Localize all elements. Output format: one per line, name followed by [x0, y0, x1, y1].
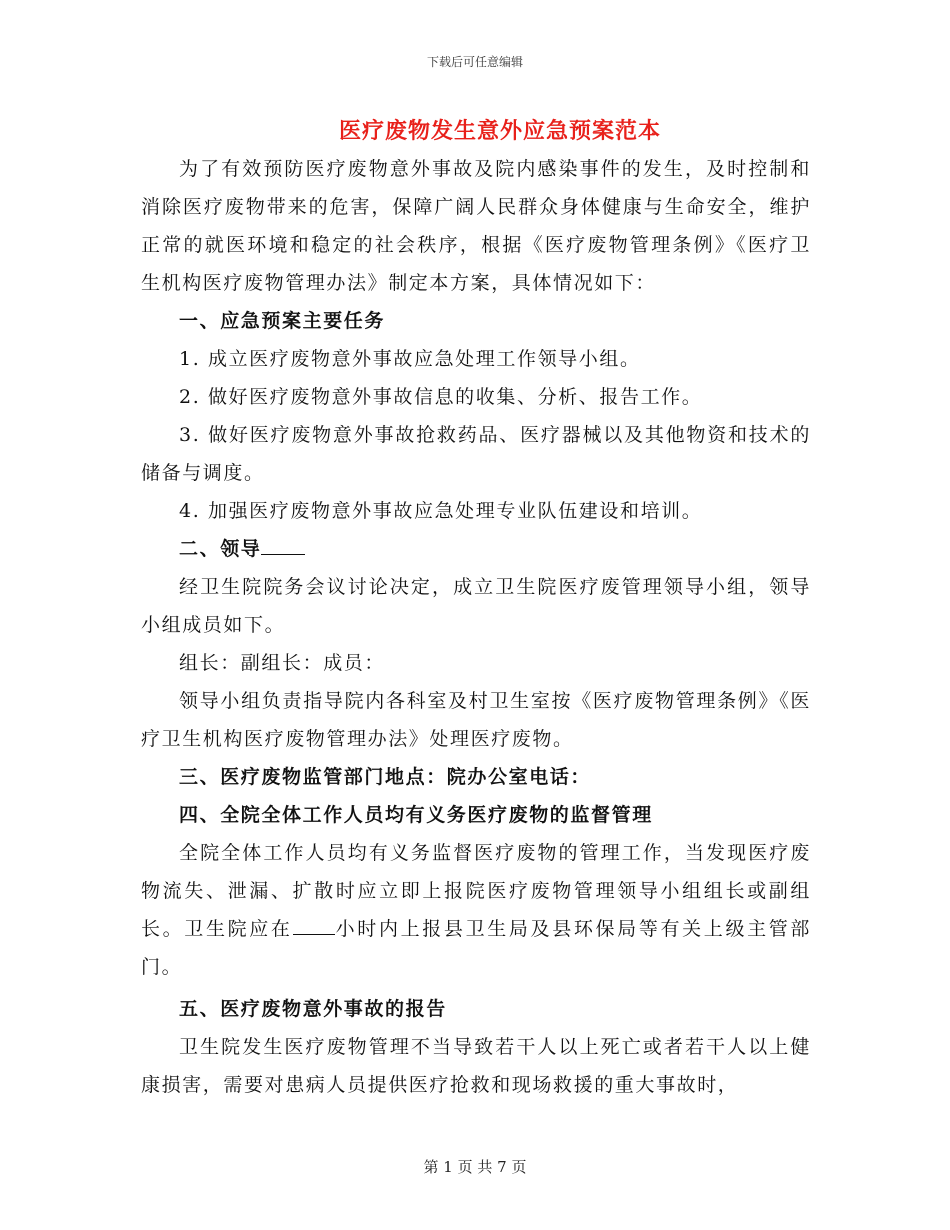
document-title: 医疗废物发生意外应急预案范本: [338, 118, 661, 144]
section-2-paragraph-1: 经卫生院院务会议讨论决定，成立卫生院医疗废管理领导小组，领导小组成员如下。: [141, 576, 811, 636]
page-footer: 第 1 页 共 7 页: [423, 1158, 527, 1176]
section-4-heading: 四、全院全体工作人员均有义务医疗废物的监督管理: [179, 804, 653, 826]
section-1-item-4: 4. 加强医疗废物意外事故应急处理专业队伍建设和培训。: [179, 500, 703, 522]
section-2-heading-text: 二、领导: [179, 538, 262, 560]
section-5-heading: 五、医疗废物意外事故的报告: [179, 998, 447, 1020]
blank-line: [261, 536, 305, 555]
section-3-heading: 三、医疗废物监管部门地点：院办公室电话：: [179, 766, 592, 788]
section-1-item-1: 1. 成立医疗废物意外事故应急处理工作领导小组。: [179, 348, 641, 370]
blank-line: [293, 916, 335, 935]
document-body: [141, 150, 811, 1104]
section-4-text-before: 全院全体工作人员均有义务监督医疗废物的管理工作，当发现医疗废物流失、泄漏、扩散时应立即上报院医疗废物管理领导小组组长或副组长。卫生院应在: [141, 842, 811, 940]
section-1-heading: 一、应急预案主要任务: [179, 310, 386, 332]
section-2-heading: [141, 530, 811, 568]
section-2-paragraph-3: 领导小组负责指导院内各科室及村卫生室按《医疗废物管理条例》《医疗卫生机构医疗废物管理办法》处理医疗废物。: [141, 690, 811, 750]
section-1-item-3: 3. 做好医疗废物意外事故抢救药品、医疗器械以及其他物资和技术的储备与调度。: [141, 424, 811, 484]
section-4-paragraph-1: [141, 834, 811, 986]
section-5-paragraph-1: 卫生院发生医疗废物管理不当导致若干人以上死亡或者若干人以上健康损害，需要对患病人员提供医疗抢救和现场救援的重大事故时，: [141, 1036, 811, 1096]
section-1-item-2: 2. 做好医疗废物意外事故信息的收集、分析、报告工作。: [179, 386, 703, 408]
intro-paragraph: 为了有效预防医疗废物意外事故及院内感染事件的发生，及时控制和消除医疗废物带来的危害，保障广阔人民群众身体健康与生命安全，维护正常的就医环境和稳定的社会秩序，根据《医疗废物管理条例》《医疗卫生机构医疗废物管理办法》制定本方案，具体情况如下：: [141, 158, 811, 294]
section-4-text-after: 小时内上报县卫生局及县环保局等有关上级主管部门。: [141, 918, 812, 978]
section-2-paragraph-2: 组长：副组长：成员：: [179, 652, 386, 674]
header-note: 下载后可任意编辑: [426, 55, 523, 69]
